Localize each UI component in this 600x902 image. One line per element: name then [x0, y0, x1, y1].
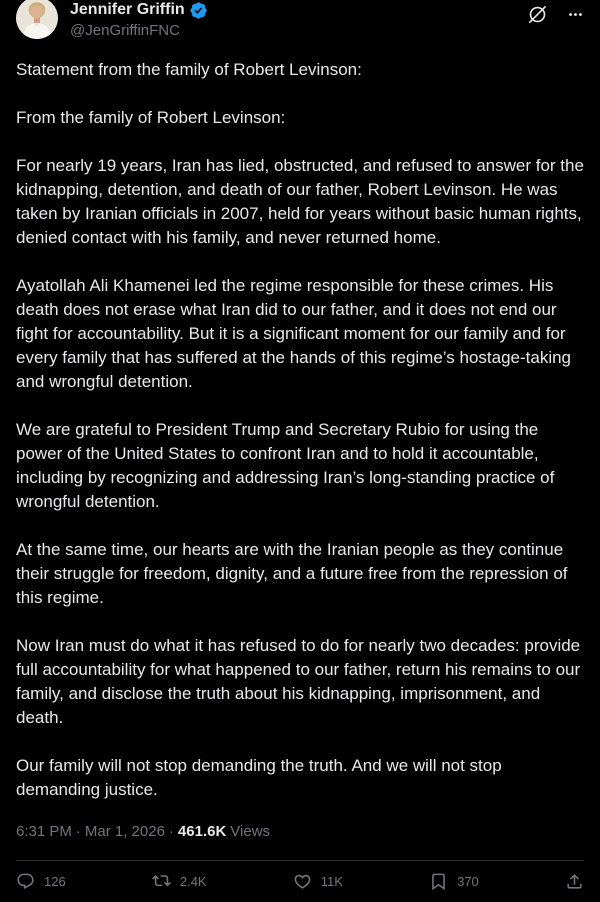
like-button[interactable] — [293, 872, 343, 891]
display-name[interactable]: Jennifer Griffin — [70, 1, 185, 18]
avatar-image — [16, 0, 58, 39]
tweet-paragraph: For nearly 19 years, Iran has lied, obstructed, and refused to answer for the kidnapping, detention, and death of our father, Robert Levinson. He was taken by Iranian officials in 2007, held for years without basic human rights, denied contact with his family, and never returned home. — [16, 156, 584, 247]
like-icon — [293, 872, 312, 891]
user-handle: @JenGriffinFNC — [70, 22, 180, 39]
tweet-paragraph: Statement from the family of Robert Levinson: — [16, 60, 362, 79]
reply-icon — [16, 872, 35, 891]
tweet-paragraph: Ayatollah Ali Khamenei led the regime responsible for these crimes. His death does not erase what Iran did to our father, and it does not end our fight for accountability. But it is a significant moment for our family and for every family that has suffered at the hands of this regime’s hostage-taking and wrongful detention. — [16, 276, 572, 391]
grok-icon[interactable] — [526, 3, 549, 26]
views-label: Views — [230, 823, 271, 840]
like-count: 11K — [320, 873, 343, 889]
tweet-header — [16, 0, 584, 41]
header-actions — [526, 0, 584, 26]
verified-badge-icon — [189, 1, 208, 20]
repost-count: 2.4K — [179, 873, 207, 889]
tweet-text — [16, 58, 584, 802]
more-options-icon[interactable] — [567, 6, 584, 23]
bookmark-button[interactable] — [429, 872, 479, 891]
repost-button[interactable] — [152, 872, 207, 891]
dot-separator: · — [75, 823, 81, 840]
share-icon — [565, 872, 584, 891]
date: Mar 1, 2026 — [84, 823, 165, 840]
tweet-paragraph: At the same time, our hearts are with the Iranian people as they continue their struggle for freedom, dignity, and a future free from the repression of this regime. — [16, 540, 568, 607]
repost-icon — [152, 872, 171, 891]
action-bar — [16, 861, 584, 902]
bookmark-icon — [429, 872, 448, 891]
tweet-meta — [16, 822, 584, 842]
share-button[interactable] — [565, 872, 584, 891]
user-info — [70, 0, 526, 41]
tweet-paragraph: Our family will not stop demanding the truth. And we will not stop demanding justice. — [16, 756, 502, 799]
avatar[interactable] — [16, 0, 58, 39]
name-row — [70, 0, 526, 20]
timestamp: 6:31 PM — [16, 823, 72, 840]
dot-separator: · — [168, 823, 174, 840]
reply-button[interactable] — [16, 872, 66, 891]
tweet-paragraph: Now Iran must do what it has refused to do for nearly two decades: provide full accountability for what happened to our father, return his remains to our family, and disclose the truth about his kidnapping, imprisonment, and death. — [16, 636, 581, 727]
views-count: 461.6K — [177, 823, 227, 840]
tweet-paragraph: From the family of Robert Levinson: — [16, 108, 286, 127]
bookmark-count: 370 — [457, 873, 479, 889]
reply-count: 126 — [44, 873, 66, 889]
tweet-paragraph: We are grateful to President Trump and Secretary Rubio for using the power of the United States to confront Iran and to hold it accountable, including by recognizing and addressing Iran’s long-standing practice of wrongful detention. — [16, 420, 555, 511]
